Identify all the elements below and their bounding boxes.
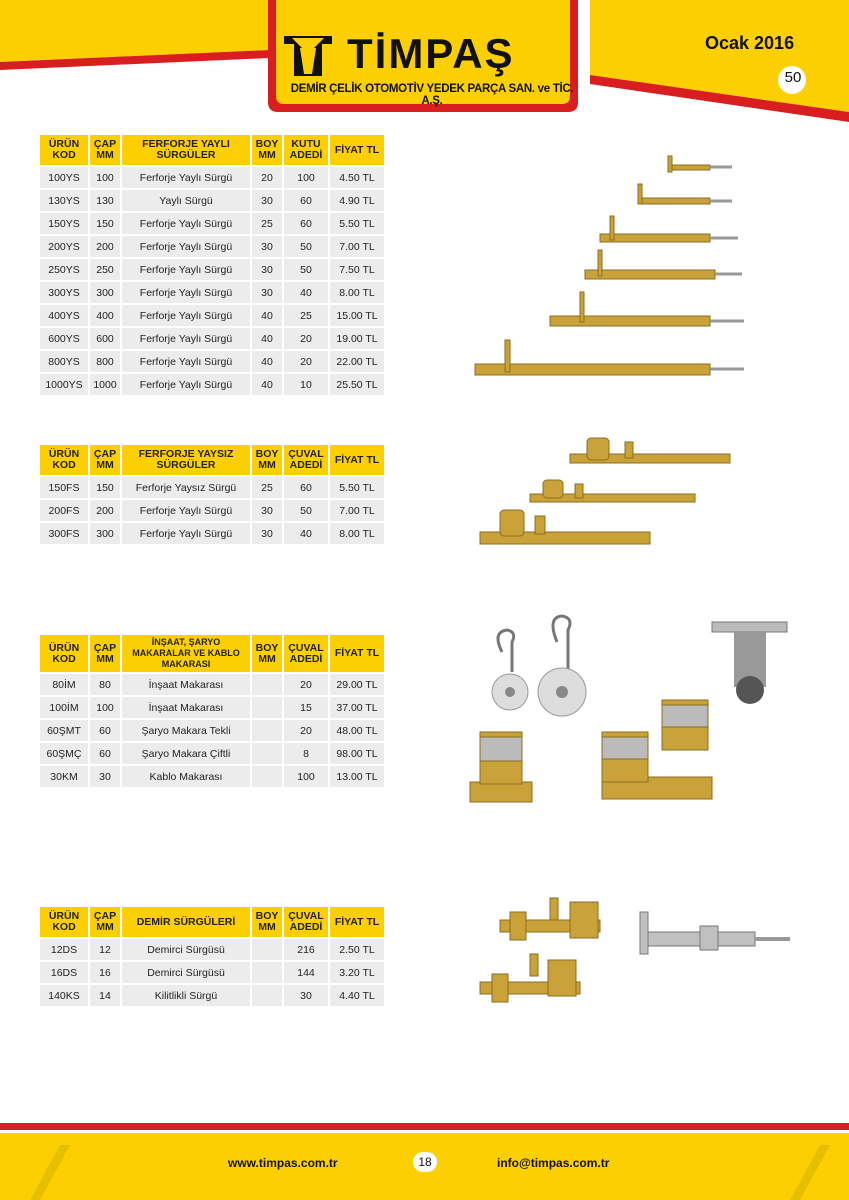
header-cell: İNŞAAT, ŞARYO MAKARALAR VE KABLO MAKARASI <box>122 635 250 672</box>
table-cell: 13.00 TL <box>330 766 384 787</box>
table-cell: 200FS <box>40 500 88 521</box>
table-cell: 40 <box>252 374 282 395</box>
table-cell: 30 <box>252 523 282 544</box>
table-cell: 1000 <box>90 374 120 395</box>
header-cell: ÜRÜN KOD <box>40 907 88 937</box>
table-cell: 300YS <box>40 282 88 303</box>
table-cell: 144 <box>284 962 328 983</box>
table-cell: 200 <box>90 236 120 257</box>
table-cell: 150FS <box>40 477 88 498</box>
table-cell: 3.20 TL <box>330 962 384 983</box>
table-cell: 200 <box>90 500 120 521</box>
table-cell <box>252 743 282 764</box>
catalog-page-number: 50 <box>784 69 802 86</box>
table-row <box>40 236 384 257</box>
table-cell: 80 <box>90 674 120 695</box>
table-row <box>40 743 384 764</box>
header-cell: FİYAT TL <box>330 635 384 672</box>
table-cell: 250 <box>90 259 120 280</box>
table-cell: 15.00 TL <box>330 305 384 326</box>
table-cell: 60 <box>284 190 328 211</box>
table-cell: 15 <box>284 697 328 718</box>
table-cell: 60 <box>90 743 120 764</box>
table-cell: Ferforje Yaylı Sürgü <box>122 328 250 349</box>
table-cell: Ferforje Yaylı Sürgü <box>122 500 250 521</box>
table-cell: 4.40 TL <box>330 985 384 1006</box>
table-cell: 20 <box>284 328 328 349</box>
table-cell: 7.00 TL <box>330 500 384 521</box>
table-cell: Kablo Makarası <box>122 766 250 787</box>
spring-bolts-product-image <box>470 150 750 385</box>
header-cell: BOY MM <box>252 635 282 672</box>
price-table-demir-surguleri <box>38 905 386 1008</box>
table-cell: 130YS <box>40 190 88 211</box>
header-cell: FİYAT TL <box>330 445 384 475</box>
table-cell: 216 <box>284 939 328 960</box>
table-cell: 40 <box>252 328 282 349</box>
table-row <box>40 720 384 741</box>
table-cell: 150 <box>90 477 120 498</box>
table-cell: 300FS <box>40 523 88 544</box>
table-cell: 29.00 TL <box>330 674 384 695</box>
table-cell: 30 <box>252 259 282 280</box>
table-cell <box>252 985 282 1006</box>
table-row <box>40 477 384 498</box>
header-cell: ÇAP MM <box>90 445 120 475</box>
table-cell: Ferforje Yaylı Sürgü <box>122 351 250 372</box>
header-cell: BOY MM <box>252 445 282 475</box>
table-cell: 25 <box>252 477 282 498</box>
table-row <box>40 523 384 544</box>
table-cell: 400 <box>90 305 120 326</box>
table-cell: 30 <box>90 766 120 787</box>
table-cell: 80İM <box>40 674 88 695</box>
table-cell: 300 <box>90 282 120 303</box>
table-cell: 60ŞMÇ <box>40 743 88 764</box>
table-cell: 1000YS <box>40 374 88 395</box>
table-cell: 800 <box>90 351 120 372</box>
table-cell: 5.50 TL <box>330 477 384 498</box>
price-table-ferforje-yayli <box>38 133 386 397</box>
non-spring-bolts-product-image <box>475 432 745 557</box>
table-cell: 200YS <box>40 236 88 257</box>
header-cell: BOY MM <box>252 135 282 165</box>
table-cell: 25 <box>252 213 282 234</box>
table-cell: 140KS <box>40 985 88 1006</box>
header-cell: ÜRÜN KOD <box>40 635 88 672</box>
table-row <box>40 259 384 280</box>
table-cell: 100YS <box>40 167 88 188</box>
table-cell: 20 <box>284 720 328 741</box>
table-cell: 48.00 TL <box>330 720 384 741</box>
brand-name: TİMPAŞ <box>347 30 515 77</box>
table-cell: 300 <box>90 523 120 544</box>
table-row <box>40 500 384 521</box>
header-cell: DEMİR SÜRGÜLERİ <box>122 907 250 937</box>
table-cell <box>252 674 282 695</box>
table-cell: 40 <box>284 282 328 303</box>
table-cell: 25 <box>284 305 328 326</box>
table-cell: Yaylı Sürgü <box>122 190 250 211</box>
table-cell: 60ŞMT <box>40 720 88 741</box>
table-row <box>40 766 384 787</box>
table-cell: 50 <box>284 500 328 521</box>
table-cell: 100 <box>284 167 328 188</box>
table-cell: 400YS <box>40 305 88 326</box>
table-cell <box>252 720 282 741</box>
footer-page-number: 18 <box>413 1152 437 1172</box>
table-cell: 8 <box>284 743 328 764</box>
table-cell: 12DS <box>40 939 88 960</box>
header-cell: ÜRÜN KOD <box>40 135 88 165</box>
table-row <box>40 305 384 326</box>
table-cell: 100 <box>90 697 120 718</box>
table-cell: 40 <box>252 305 282 326</box>
table-cell: 600 <box>90 328 120 349</box>
table-row <box>40 697 384 718</box>
table-cell: Ferforje Yaylı Sürgü <box>122 305 250 326</box>
table-cell: İnşaat Makarası <box>122 697 250 718</box>
table-cell: 4.50 TL <box>330 167 384 188</box>
table-cell: 250YS <box>40 259 88 280</box>
table-header-row <box>40 907 384 937</box>
table-row <box>40 939 384 960</box>
table-cell: 60 <box>284 477 328 498</box>
table-header-row <box>40 445 384 475</box>
table-cell: 30 <box>252 282 282 303</box>
table-cell: 16DS <box>40 962 88 983</box>
table-cell: Ferforje Yaylı Sürgü <box>122 259 250 280</box>
table-cell: Ferforje Yaylı Sürgü <box>122 167 250 188</box>
table-cell: 7.50 TL <box>330 259 384 280</box>
table-cell: 19.00 TL <box>330 328 384 349</box>
table-cell: 20 <box>284 674 328 695</box>
table-cell: Ferforje Yaylı Sürgü <box>122 213 250 234</box>
table-cell: 20 <box>252 167 282 188</box>
header-cell: KUTU ADEDİ <box>284 135 328 165</box>
table-cell: 30KM <box>40 766 88 787</box>
table-cell: 100İM <box>40 697 88 718</box>
table-cell: 8.00 TL <box>330 282 384 303</box>
table-row <box>40 985 384 1006</box>
table-cell: 800YS <box>40 351 88 372</box>
table-row <box>40 328 384 349</box>
header-cell: ÇUVAL ADEDİ <box>284 445 328 475</box>
table-cell: 10 <box>284 374 328 395</box>
header-cell: ÇAP MM <box>90 907 120 937</box>
table-cell: 100 <box>90 167 120 188</box>
table-cell: Ferforje Yaylı Sürgü <box>122 236 250 257</box>
header-cell: ÇAP MM <box>90 135 120 165</box>
table-cell: 40 <box>284 523 328 544</box>
price-table-makaralar <box>38 633 386 789</box>
table-cell: 30 <box>252 190 282 211</box>
header-cell: ÜRÜN KOD <box>40 445 88 475</box>
table-cell: 40 <box>252 351 282 372</box>
table-header-row <box>40 635 384 672</box>
table-cell <box>252 697 282 718</box>
catalog-date: Ocak 2016 <box>705 33 795 53</box>
table-cell: 100 <box>284 766 328 787</box>
table-cell: Ferforje Yaylı Sürgü <box>122 523 250 544</box>
table-cell: 4.90 TL <box>330 190 384 211</box>
table-row <box>40 351 384 372</box>
table-cell: 2.50 TL <box>330 939 384 960</box>
table-row <box>40 374 384 395</box>
table-cell: 98.00 TL <box>330 743 384 764</box>
footer-email: info@timpas.com.tr <box>497 1156 610 1170</box>
table-row <box>40 674 384 695</box>
table-cell: 22.00 TL <box>330 351 384 372</box>
table-cell: Ferforje Yaylı Sürgü <box>122 282 250 303</box>
table-cell: 150 <box>90 213 120 234</box>
header-cell: BOY MM <box>252 907 282 937</box>
table-cell: 30 <box>252 236 282 257</box>
table-cell: Şaryo Makara Çiftli <box>122 743 250 764</box>
footer-website: www.timpas.com.tr <box>228 1156 338 1170</box>
table-cell: Ferforje Yaylı Sürgü <box>122 374 250 395</box>
table-cell: 150YS <box>40 213 88 234</box>
header-cell: FERFORJE YAYLI SÜRGÜLER <box>122 135 250 165</box>
header-cell: FERFORJE YAYSIZ SÜRGÜLER <box>122 445 250 475</box>
table-cell: 50 <box>284 236 328 257</box>
table-cell: 130 <box>90 190 120 211</box>
header-cell: ÇUVAL ADEDİ <box>284 635 328 672</box>
header-cell: FİYAT TL <box>330 135 384 165</box>
table-cell: 16 <box>90 962 120 983</box>
table-row <box>40 962 384 983</box>
table-cell: 37.00 TL <box>330 697 384 718</box>
header-cell: ÇUVAL ADEDİ <box>284 907 328 937</box>
table-row <box>40 213 384 234</box>
price-table-ferforje-yaysiz <box>38 443 386 546</box>
table-cell <box>252 962 282 983</box>
table-cell: 7.00 TL <box>330 236 384 257</box>
table-row <box>40 190 384 211</box>
iron-bolts-product-image <box>470 890 800 1015</box>
table-row <box>40 282 384 303</box>
table-cell: 30 <box>284 985 328 1006</box>
table-cell: 60 <box>90 720 120 741</box>
table-cell: 25.50 TL <box>330 374 384 395</box>
header-cell: FİYAT TL <box>330 907 384 937</box>
table-cell: 50 <box>284 259 328 280</box>
table-cell: 600YS <box>40 328 88 349</box>
table-cell: Demirci Sürgüsü <box>122 939 250 960</box>
table-row <box>40 167 384 188</box>
table-cell: İnşaat Makarası <box>122 674 250 695</box>
table-cell: Demirci Sürgüsü <box>122 962 250 983</box>
pulleys-product-image <box>462 612 802 827</box>
table-cell <box>252 939 282 960</box>
table-header-row <box>40 135 384 165</box>
table-cell: Ferforje Yaysız Sürgü <box>122 477 250 498</box>
company-name: DEMİR ÇELİK OTOMOTİV YEDEK PARÇA SAN. ve TİC. A.Ş. <box>290 83 574 107</box>
table-cell: 5.50 TL <box>330 213 384 234</box>
table-cell: 12 <box>90 939 120 960</box>
table-cell: 60 <box>284 213 328 234</box>
header-cell: ÇAP MM <box>90 635 120 672</box>
table-cell: 8.00 TL <box>330 523 384 544</box>
table-cell: 14 <box>90 985 120 1006</box>
table-cell: Kilitlikli Sürgü <box>122 985 250 1006</box>
table-cell <box>252 766 282 787</box>
table-cell: 30 <box>252 500 282 521</box>
table-cell: Şaryo Makara Tekli <box>122 720 250 741</box>
table-cell: 20 <box>284 351 328 372</box>
